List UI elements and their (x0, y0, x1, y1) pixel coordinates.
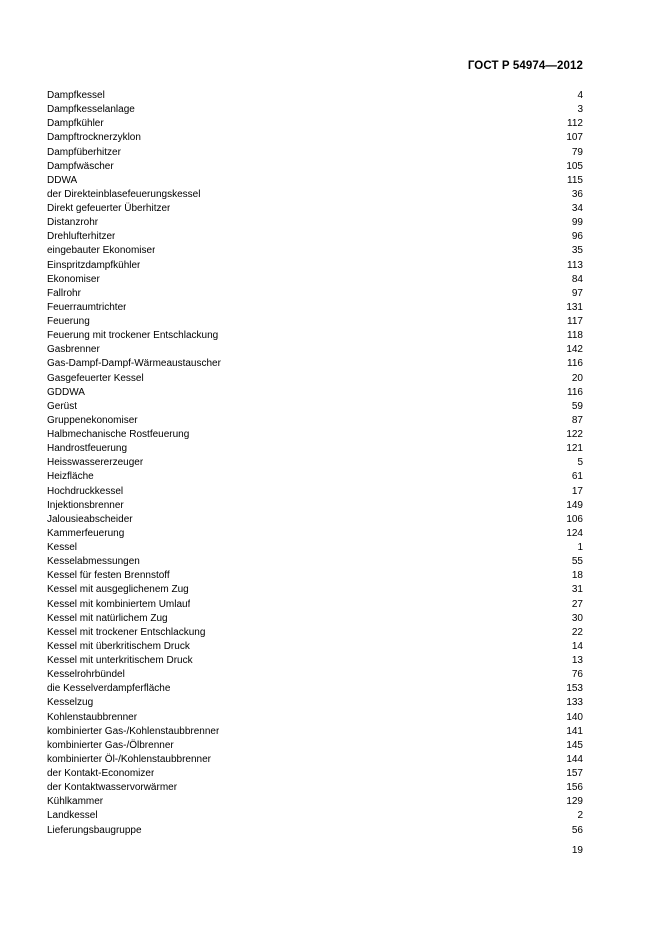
index-page-ref: 55 (571, 556, 583, 568)
index-page-ref: 121 (566, 443, 583, 455)
index-page-ref: 116 (567, 358, 583, 370)
index-entry (47, 753, 583, 767)
index-term: Distanzrohr (47, 217, 99, 229)
index-entry (47, 216, 583, 230)
index-entry (47, 287, 583, 301)
document-standard-code: ГОСТ Р 54974—2012 (467, 60, 583, 72)
index-page-ref: 131 (566, 301, 583, 313)
index-page-ref: 22 (571, 626, 583, 638)
index-term: Feuerung mit trockener Entschlackung (47, 330, 219, 342)
index-entry (47, 202, 583, 216)
index-page-ref: 59 (571, 400, 583, 412)
index-page-ref: 34 (571, 203, 583, 214)
index-term: Heisswassererzeuger (47, 457, 144, 469)
index-entry (47, 428, 583, 442)
index-term: der Direkteinblasefeuerungskessel (47, 188, 201, 200)
index-entry (47, 612, 583, 626)
index-entry (47, 160, 583, 174)
index-entry (47, 527, 583, 541)
index-term: Kessel (47, 542, 78, 553)
index-term: Drehlufterhitzer (47, 231, 116, 243)
index-page-ref: 14 (571, 640, 583, 652)
index-term: Jalousieabscheider (47, 513, 133, 525)
index-entry (47, 485, 583, 499)
index-term: Injektionsbrenner (47, 499, 124, 511)
index-page-ref: 84 (571, 273, 583, 285)
index-page-ref: 4 (577, 90, 583, 101)
index-page-ref: 140 (566, 711, 583, 723)
index-term: der Kontaktwasservorwärmer (47, 782, 178, 794)
index-entry (47, 244, 583, 258)
index-entry (47, 781, 583, 795)
index-page-ref: 105 (566, 160, 583, 172)
index-entry (47, 824, 583, 838)
index-entry (47, 668, 583, 682)
index-entry (47, 414, 583, 428)
index-page-ref: 30 (571, 612, 583, 624)
index-entry (47, 555, 583, 569)
index-page-ref: 17 (571, 485, 583, 497)
index-page-ref: 117 (567, 316, 583, 327)
alphabetical-index (47, 89, 583, 838)
index-entry (47, 513, 583, 527)
index-page-ref: 106 (566, 513, 583, 525)
index-entry (47, 739, 583, 753)
index-page-ref: 124 (566, 527, 583, 539)
index-entry (47, 301, 583, 315)
index-entry (47, 357, 583, 371)
index-term: Dampfwäscher (47, 160, 114, 172)
index-page-ref: 76 (571, 669, 583, 681)
index-term: Kesselabmessungen (47, 556, 140, 568)
index-entry (47, 117, 583, 131)
index-term: Landkessel (47, 810, 98, 822)
index-page-ref: 1 (577, 542, 583, 553)
index-page-ref: 157 (566, 768, 583, 779)
index-term: Kessel mit kombiniertem Umlauf (47, 598, 191, 610)
index-page-ref: 31 (571, 584, 583, 596)
index-term: Halbmechanische Rostfeuerung (47, 429, 190, 440)
index-page-ref: 156 (566, 782, 583, 794)
index-term: Kessel mit überkritischem Druck (47, 640, 190, 652)
index-page-ref: 36 (571, 188, 583, 200)
index-page-ref: 61 (571, 471, 583, 483)
index-entry (47, 372, 583, 386)
index-page-ref: 18 (571, 570, 583, 582)
index-entry (47, 89, 583, 103)
index-term: Kessel mit ausgeglichenem Zug (47, 584, 189, 596)
index-term: Gasgefeuerter Kessel (47, 372, 144, 384)
index-term: Direkt gefeuerter Überhitzer (47, 203, 171, 214)
index-page-ref: 144 (566, 753, 583, 765)
index-entry (47, 188, 583, 202)
index-term: kombinierter Gas-/Kohlenstaubbrenner (47, 725, 220, 737)
index-term: Kessel mit natürlichem Zug (47, 612, 168, 624)
index-term: Heizfläche (47, 471, 94, 483)
index-term: Dampfkesselanlage (47, 104, 135, 116)
index-page-ref: 133 (566, 697, 583, 709)
index-term: Gasbrenner (47, 344, 100, 356)
index-entry (47, 329, 583, 343)
index-term: Kesselzug (47, 697, 94, 709)
index-page-ref: 35 (571, 245, 583, 257)
index-page-ref: 113 (567, 259, 583, 271)
index-page-ref: 129 (566, 796, 583, 808)
index-term: kombinierter Gas-/Ölbrenner (47, 739, 174, 751)
index-page-ref: 141 (566, 725, 583, 737)
index-term: Kammerfeuerung (47, 527, 125, 539)
index-term: Ekonomiser (47, 273, 100, 285)
index-entry (47, 315, 583, 329)
index-term: Dampftrocknerzyklon (47, 132, 141, 144)
index-entry (47, 442, 583, 456)
index-page-ref: 5 (577, 457, 583, 469)
index-entry (47, 386, 583, 400)
index-entry (47, 640, 583, 654)
index-term: Handrostfeuerung (47, 443, 128, 455)
index-page-ref: 13 (571, 655, 583, 666)
index-entry (47, 598, 583, 612)
index-term: Lieferungsbaugruppe (47, 824, 142, 836)
index-term: die Kesselverdampferfläche (47, 683, 171, 695)
index-term: Kessel mit unterkritischem Druck (47, 655, 193, 666)
index-page-ref: 153 (566, 683, 583, 695)
index-term: GDDWA (47, 386, 85, 398)
index-entry (47, 541, 583, 555)
index-page-ref: 118 (567, 330, 583, 342)
index-entry (47, 696, 583, 710)
index-entry (47, 569, 583, 583)
index-term: Dampfkühler (47, 118, 104, 130)
index-page-ref: 56 (571, 824, 583, 836)
index-page-ref: 20 (571, 372, 583, 384)
index-page-ref: 142 (566, 344, 583, 356)
index-entry (47, 103, 583, 117)
index-page-ref: 97 (571, 287, 583, 299)
index-page-ref: 99 (571, 217, 583, 229)
index-entry (47, 259, 583, 273)
index-page-ref: 149 (566, 499, 583, 511)
index-term: Einspritzdampfkühler (47, 259, 141, 271)
index-page-ref: 96 (571, 231, 583, 243)
index-page-ref: 122 (566, 429, 583, 440)
index-entry (47, 230, 583, 244)
index-page-ref: 2 (577, 810, 583, 822)
index-entry (47, 767, 583, 781)
index-page-ref: 79 (571, 146, 583, 158)
index-entry (47, 583, 583, 597)
index-term: Kohlenstaubbrenner (47, 711, 138, 723)
page-number: 19 (571, 845, 583, 856)
index-entry (47, 682, 583, 696)
index-term: eingebauter Ekonomiser (47, 245, 156, 257)
index-entry (47, 343, 583, 357)
index-term: Gerüst (47, 400, 78, 412)
index-entry (47, 499, 583, 513)
index-entry (47, 273, 583, 287)
index-page-ref: 116 (567, 386, 583, 398)
index-term: Gruppenekonomiser (47, 414, 138, 426)
index-term: Gas-Dampf-Dampf-Wärmeaustauscher (47, 358, 221, 370)
index-term: der Kontakt-Economizer (47, 768, 155, 779)
index-term: Kessel für festen Brennstoff (47, 570, 170, 582)
index-term: Fallrohr (47, 287, 81, 299)
index-page-ref: 87 (571, 414, 583, 426)
index-term: Feuerraumtrichter (47, 301, 127, 313)
index-term: Kühlkammer (47, 796, 104, 808)
index-entry (47, 174, 583, 188)
index-entry (47, 456, 583, 470)
index-term: Dampfüberhitzer (47, 146, 121, 158)
index-term: Kesselrohrbündel (47, 669, 125, 681)
index-entry (47, 654, 583, 668)
index-entry (47, 626, 583, 640)
index-entry (47, 809, 583, 823)
index-entry (47, 725, 583, 739)
index-entry (47, 400, 583, 414)
index-term: Hochdruckkessel (47, 485, 124, 497)
index-term: kombinierter Öl-/Kohlenstaubbrenner (47, 753, 211, 765)
index-page-ref: 3 (577, 104, 583, 116)
index-term: Feuerung (47, 316, 90, 327)
index-entry (47, 146, 583, 160)
index-term: Kessel mit trockener Entschlackung (47, 626, 206, 638)
index-entry (47, 470, 583, 484)
index-term: Dampfkessel (47, 90, 105, 101)
index-term: DDWA (47, 174, 78, 186)
index-page-ref: 145 (566, 739, 583, 751)
index-entry (47, 711, 583, 725)
index-entry (47, 795, 583, 809)
index-page-ref: 112 (567, 118, 583, 130)
index-entry (47, 131, 583, 145)
index-page-ref: 107 (566, 132, 583, 144)
index-page-ref: 27 (571, 598, 583, 610)
index-page-ref: 115 (567, 174, 583, 186)
